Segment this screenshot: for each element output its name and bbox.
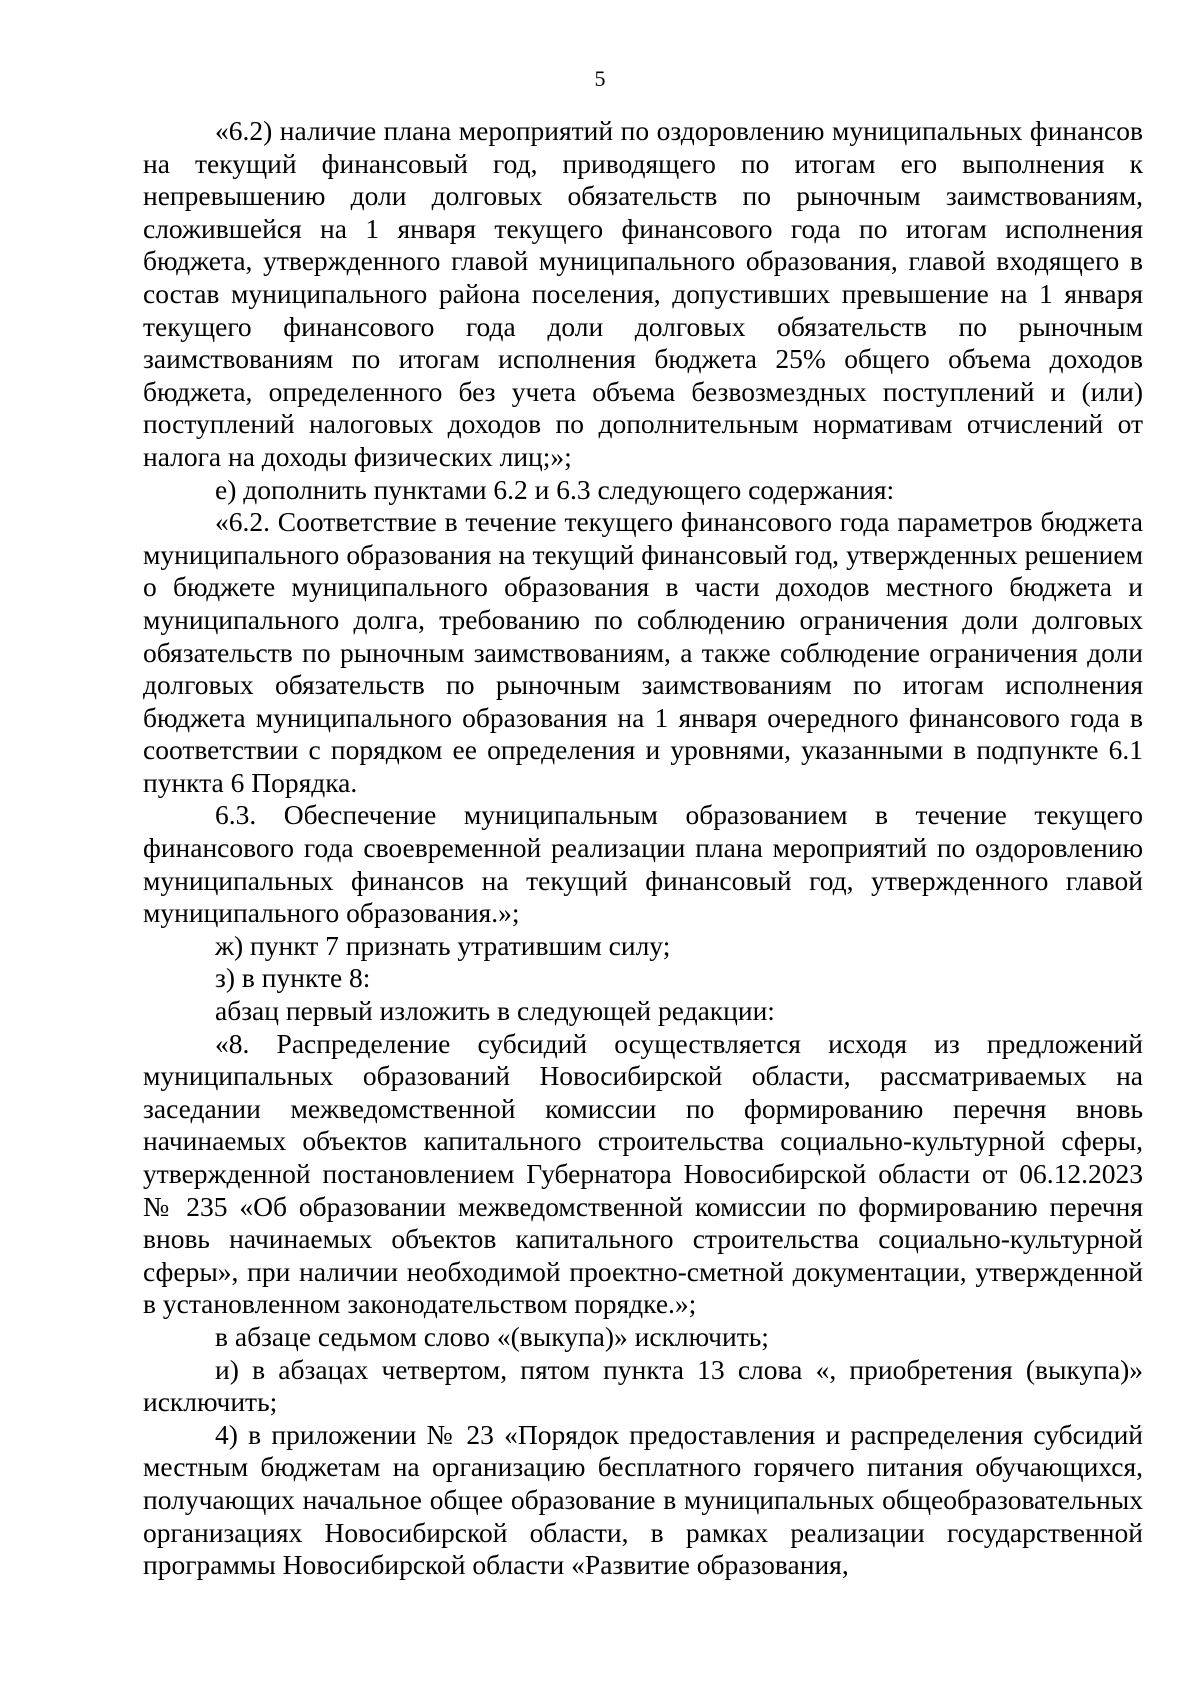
paragraph-seventh-abzac: в абзаце седьмом слово «(выкупа)» исключить; [215,1320,769,1352]
paragraph-8-distribution: «8. Распределение субсидий осуществляется исходя из предложений муниципальных образований Новосибирской области, рассматриваемых на заседании межведомственной комиссии по формированию перечня вновь начинаемых объектов капитального строительства социально-культурной сферы, утвержденной постановлением Губернатора Новосибирской области от 06.12.2023 № 235 «Об образовании межведомственной комиссии по формированию перечня вновь начинаемых объектов капитального строительства социально-культурной сферы», при наличии необходимой проектно-сметной документации, утвержденной в установленном законодательством порядке.»; [143,1027,1143,1320]
paragraph-6-2-plan: «6.2) наличие плана мероприятий по оздоровлению муниципальных финансов на текущий финансовый год, приводящего по итогам его выполнения к непревышению доли долговых обязательств по рыночным заимствованиям, сложившейся на 1 января текущего финансового года по итогам исполнения бюджета, утвержденного главой муниципального образования, главой входящего в состав муниципального района поселения, допустивших превышение на 1 января текущего финансового года доли долговых обязательств по рыночным заимствованиям по итогам исполнения бюджета 25% общего объема доходов бюджета, определенного без учета объема безвозмездных поступлений и (или) поступлений налоговых доходов по дополнительным нормативам отчислений от налога на доходы физических лиц;»; [143,115,1143,472]
document-body [143,115,1143,1582]
paragraph-6-2-compliance: «6.2. Соответствие в течение текущего финансового года параметров бюджета муниципального образования на текущий финансовый год, утвержденных решением о бюджете муниципального образования в части доходов местного бюджета и муниципального долга, требованию по соблюдению ограничения доли долговых обязательств по рыночным заимствованиям, а также соблюдение ограничения доли долговых обязательств по рыночным заимствованиям по итогам исполнения бюджета муниципального образования на 1 января очередного финансового года в соответствии с порядком ее определения и уровнями, указанными в подпункте 6.1 пункта 6 Порядка. [143,506,1143,798]
paragraph-item-z: з) в пункте 8: [215,962,371,994]
paragraph-6-3: 6.3. Обеспечение муниципальным образованием в течение текущего финансового года своевременной реализации плана мероприятий по оздоровлению муниципальных финансов на текущий финансовый год, утвержденного главой муниципального образования.»; [143,799,1143,929]
paragraph-item-i: и) в абзацах четвертом, пятом пункта 13 слова «, приобретения (выкупа)» исключить; [143,1353,1143,1418]
paragraph-appendix-23: 4) в приложении № 23 «Порядок предоставления и распределения субсидий местным бюджетам на организацию бесплатного горячего питания обучающихся, получающих начальное общее образование в муниципальных общеобразовательных организациях Новосибирской области, в рамках реализации государственной программы Новосибирской области «Развитие образования, [143,1418,1143,1581]
paragraph-item-e: е) дополнить пунктами 6.2 и 6.3 следующего содержания: [215,473,895,505]
paragraph-first-abzac: абзац первый изложить в следующей редакции: [215,995,775,1027]
paragraph-item-zh: ж) пункт 7 признать утратившим силу; [215,929,671,961]
page-number: 5 [594,66,606,91]
